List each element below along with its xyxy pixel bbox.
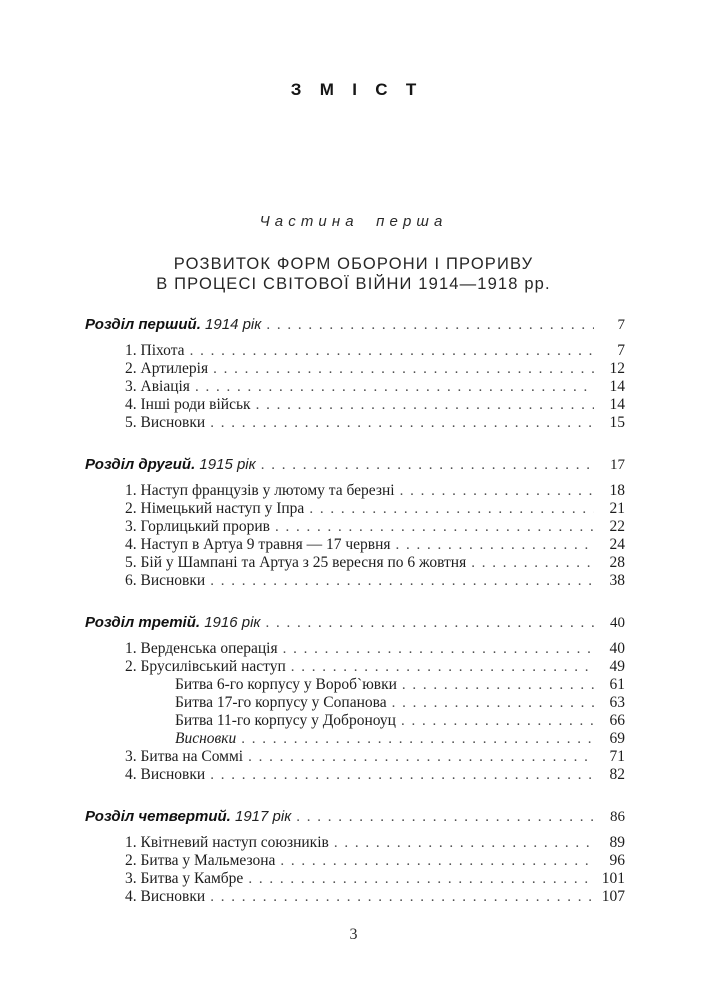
toc-item-row [85,378,625,396]
dot-leader [400,482,594,500]
toc-chapter-name: Розділ третій. [85,614,201,631]
toc-item-row [85,888,625,906]
toc-item-label: 1. Квітневий наступ союзників [125,834,329,851]
toc-page-number: 66 [609,712,625,729]
dot-leader [210,766,594,784]
toc-item-label: 3. Авіація [125,378,190,395]
dot-leader [283,640,594,658]
dot-leader [334,834,594,852]
dot-leader [261,456,594,474]
toc-item-row [85,676,625,694]
toc-item-row [85,482,625,500]
toc-item-label: 1. Верденська операція [125,640,278,657]
toc-item-row [85,748,625,766]
dot-leader [266,614,594,632]
toc-item-row [85,766,625,784]
toc-page-number: 49 [609,658,625,675]
toc-chapter-year: 1916 рік [200,614,261,631]
dot-leader [392,694,594,712]
dot-leader [195,378,594,396]
toc-chapter-row [85,808,625,826]
page-folio-number: 3 [349,926,358,943]
dot-leader [210,888,594,906]
toc-item-row [85,500,625,518]
toc-page-number: 82 [609,766,625,783]
toc-item-row [85,572,625,590]
toc-page-number: 12 [609,360,625,377]
toc-item-label: Битва 17-го корпусу у Сопанова [175,694,387,711]
dot-leader [241,730,594,748]
toc-chapter-title [85,316,261,334]
dot-leader [402,676,594,694]
toc-item-label: 4. Наступ в Артуа 9 травня — 17 червня [125,536,391,553]
dot-leader [275,518,594,536]
toc-item-row [85,396,625,414]
toc-item-label: 1. Піхота [125,342,185,359]
page-title: З М І С Т [290,80,424,99]
toc-page-number: 71 [609,748,625,765]
toc-item-row [85,658,625,676]
toc-item-label: 2. Артилерія [125,360,209,377]
toc-item-row [85,694,625,712]
toc-chapter-title [85,808,291,826]
toc-page-number: 14 [609,396,625,413]
toc-page-number: 69 [609,730,625,747]
toc-page-number: 101 [601,870,625,887]
toc-item-row [85,342,625,360]
toc-page-number: 22 [609,518,625,535]
toc-chapter-row [85,316,625,334]
toc-page-number: 40 [609,640,625,657]
main-heading-line2: В ПРОЦЕСІ СВІТОВОЇ ВІЙНИ 1914—1918 рр. [156,275,551,293]
toc-chapter-year: 1914 рік [200,316,262,333]
toc-item-label: Висновки [175,730,237,747]
toc-page-number: 96 [609,852,625,869]
toc-chapter-year: 1917 рік [230,808,292,825]
dot-leader [256,396,594,414]
toc-page-number: 14 [609,378,625,395]
dot-leader [190,342,594,360]
toc-item-label: 2. Битва у Мальмезона [125,852,276,869]
toc-chapter-row [85,614,625,632]
toc-item-row [85,852,625,870]
toc-item-row [85,536,625,554]
toc-page-number: 86 [610,809,625,825]
dot-leader [266,316,594,334]
dot-leader [401,712,594,730]
toc-item-label: 3. Битва на Соммі [125,748,244,765]
toc-page-number: 17 [610,457,625,473]
toc-page-number: 7 [617,317,625,333]
toc-item-label: 4. Інші роди військ [125,396,251,413]
dot-leader [296,808,594,826]
toc-item-row [85,414,625,432]
dot-leader [291,658,594,676]
toc-chapter-title [85,614,261,632]
toc-page-number: 89 [609,834,625,851]
toc-chapter-title [85,456,256,474]
toc-item-label: 2. Брусилівський наступ [125,658,286,675]
toc-chapter-name: Розділ перший. [85,316,201,333]
dot-leader [309,500,594,518]
toc-page-number: 21 [609,500,625,517]
toc-page-number: 7 [617,342,625,359]
toc-page-number: 40 [610,615,625,631]
dot-leader [210,572,594,590]
dot-leader [248,748,594,766]
toc-item-row [85,640,625,658]
toc-item-label: 5. Бій у Шампані та Артуа з 25 вересня по 6 жовтня [125,554,467,571]
toc-chapter-year: 1915 рік [195,456,256,473]
dot-leader [280,852,594,870]
toc-page-number: 24 [609,536,625,553]
toc-chapter-name: Розділ другий. [85,456,196,473]
toc-page-number: 15 [609,414,625,431]
toc-item-row [85,518,625,536]
toc-item-label: 2. Німецький наступ у Іпра [125,500,305,517]
toc-page-number: 38 [609,572,625,589]
part-heading: Частина перша [259,213,448,230]
toc-item-label: 6. Висновки [125,572,206,589]
toc-item-label: 5. Висновки [125,414,206,431]
toc-item-label: 1. Наступ французів у лютому та березні [125,482,395,499]
toc-item-row [85,554,625,572]
toc-item-row [85,834,625,852]
main-heading-line1: РОЗВИТОК ФОРМ ОБОРОНИ І ПРОРИВУ [173,255,534,273]
dot-leader [248,870,594,888]
main-heading [0,254,707,294]
toc-item-label: Битва 6-го корпусу у Вороб`ювки [175,676,397,693]
dot-leader [471,554,594,572]
toc-item-label: Битва 11-го корпусу у Доброноуц [175,712,396,729]
toc-item-label: 4. Висновки [125,888,206,905]
dot-leader [396,536,595,554]
toc-item-row [85,712,625,730]
toc-item-row [85,360,625,378]
toc-item-label: 3. Горлицький прорив [125,518,270,535]
dot-leader [213,360,594,378]
toc-item-row [85,730,625,748]
toc-page-number: 107 [601,888,625,905]
toc-page-number: 61 [609,676,625,693]
toc-chapter-row [85,456,625,474]
toc-page-number: 18 [609,482,625,499]
toc-item-label: 3. Битва у Камбре [125,870,244,887]
toc-page-number: 28 [609,554,625,571]
dot-leader [210,414,594,432]
toc-list [85,316,625,906]
toc-item-row [85,870,625,888]
toc-chapter-name: Розділ четвертий. [85,808,231,825]
toc-page-number: 63 [609,694,625,711]
toc-item-label: 4. Висновки [125,766,206,783]
